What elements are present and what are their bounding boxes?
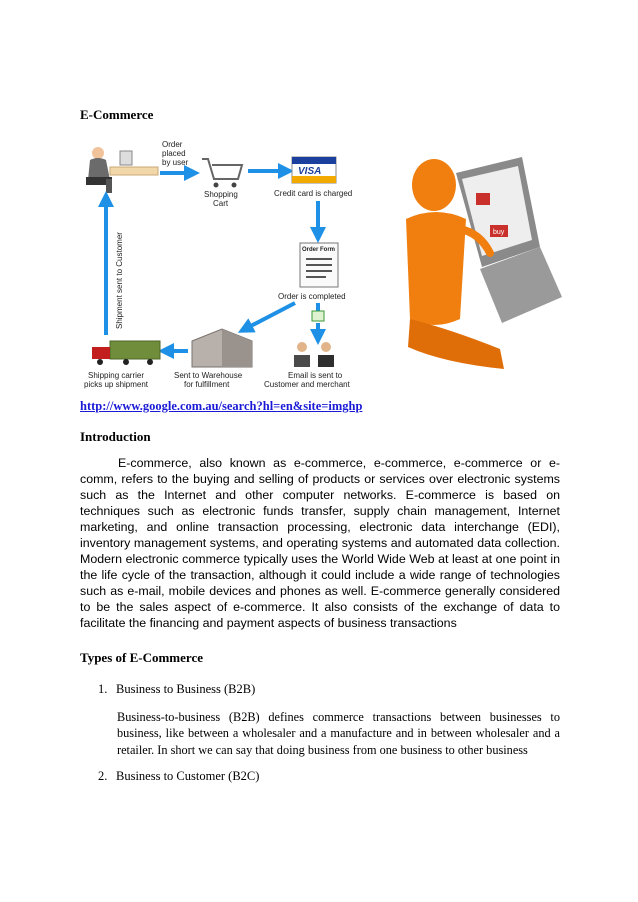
email-envelope-icon — [312, 311, 324, 321]
order-placed-label-2: placed — [162, 149, 186, 158]
truck-icon — [92, 341, 160, 365]
shopping-cart-label-2: Cart — [213, 199, 229, 208]
list-item-number: 1. — [98, 682, 108, 696]
introduction-paragraph: E-commerce, also known as e-commerce, e-commerce, e-commerce or e-comm, refers to the buying and selling of products or services over electronic systems such as the Internet and other computer networks. E-commerce is based on techniques such as electronic funds transfer, supply chain management, Internet marketing, and online transaction processing, electronic data interchange (EDI), inventory management systems, and operating systems and automated data collection. Modern electronic commerce typically uses the World Wide Web at least at one point in the life cycle of the transaction, although it could include a wide range of technologies such as e-mail, mobile devices and phones as well. E-commerce generally considered to be the sales aspect of e-commerce. It also consists of the exchange of data to facilitate the financing and payment aspects of business transactions — [80, 456, 560, 630]
visa-logo-text: VISA — [298, 166, 322, 177]
shipment-sent-label: Shipment sent to Customer — [115, 232, 124, 329]
list-item — [98, 769, 259, 784]
ecommerce-illustration — [80, 133, 566, 399]
shipping-label-1: Shipping carrier — [88, 371, 145, 380]
warehouse-label-1: Sent to Warehouse — [174, 371, 243, 380]
order-completed-label: Order is completed — [278, 292, 346, 301]
customer-merchant-icon — [294, 342, 334, 367]
shopping-cart-label-1: Shopping — [204, 190, 238, 199]
user-at-computer-icon — [86, 147, 158, 193]
credit-card-icon — [292, 157, 336, 183]
list-item-label: Business to Business (B2B) — [116, 682, 256, 696]
shipping-label-2: picks up shipment — [84, 380, 149, 389]
order-placed-label-3: by user — [162, 158, 189, 167]
list-item-number: 2. — [98, 769, 108, 783]
types-heading: Types of E-Commerce — [80, 650, 203, 665]
order-placed-label-1: Order — [162, 140, 183, 149]
shopping-cart-icon — [202, 159, 242, 188]
arrow-to-warehouse — [245, 303, 295, 329]
list-item — [98, 682, 255, 697]
warehouse-label-2: for fulfillment — [184, 380, 230, 389]
warehouse-icon — [192, 329, 252, 367]
buy-label: buy — [493, 229, 505, 236]
email-label-1: Email is sent to — [288, 371, 343, 380]
page-title: E-Commerce — [80, 107, 154, 122]
orange-figure-laptop-icon — [406, 157, 562, 369]
credit-card-label: Credit card is charged — [274, 189, 353, 198]
list-item-label: Business to Customer (B2C) — [116, 769, 260, 783]
source-link[interactable]: http://www.google.com.au/search?hl=en&site=imghp — [80, 399, 363, 413]
order-form-icon — [300, 243, 338, 287]
b2b-paragraph: Business-to-business (B2B) defines commerce transactions between businesses to business, like between a wholesaler and a manufacture and in between wholesaler and a retailer. In short we can say that doing business from one business to other business — [117, 710, 560, 757]
introduction-heading: Introduction — [80, 429, 151, 444]
email-label-2: Customer and merchant — [264, 380, 350, 389]
order-form-title: Order Form — [302, 247, 336, 253]
